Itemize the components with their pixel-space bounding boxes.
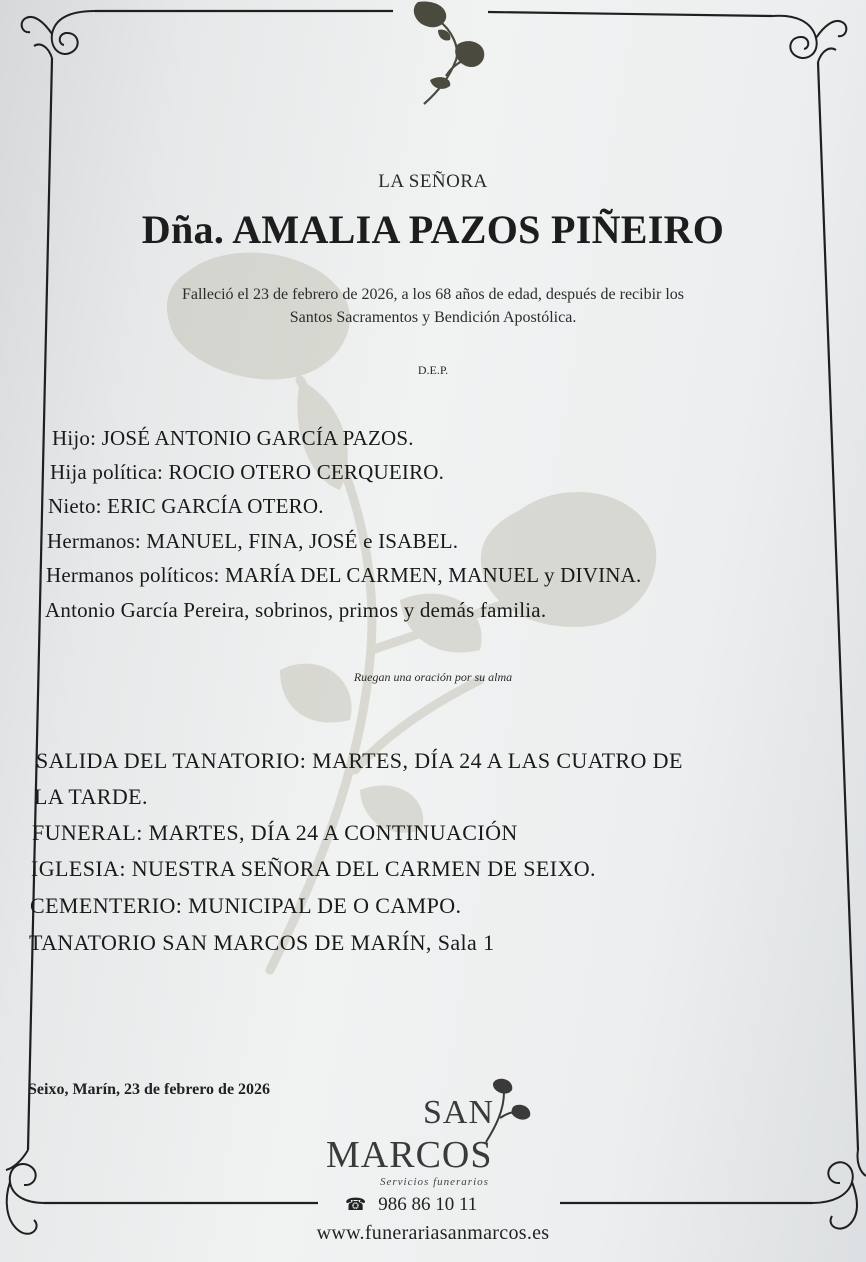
corner-scroll-top-left xyxy=(22,11,95,58)
telephone-icon: ☎ xyxy=(345,1195,367,1214)
service-line-funeral: FUNERAL: MARTES, DÍA 24 A CONTINUACIÓN xyxy=(32,820,518,845)
family-line-grandson: Nieto: ERIC GARCÍA OTERO. xyxy=(48,494,324,518)
death-notice xyxy=(0,283,866,329)
prayer-request: Ruegan una oración por su alma xyxy=(353,670,513,684)
service-line-departure-cont: LA TARDE. xyxy=(34,784,148,809)
phone-contact xyxy=(345,1194,477,1216)
deceased-name: Dña. AMALIA PAZOS PIÑEIRO xyxy=(141,207,725,252)
family-line-son: Hijo: JOSÉ ANTONIO GARCÍA PAZOS. xyxy=(52,426,414,450)
service-line-cemetery: CEMENTERIO: MUNICIPAL DE O CAMPO. xyxy=(30,893,462,918)
place-and-date: Seixo, Marín, 23 de febrero de 2026 xyxy=(28,1081,271,1098)
service-line-funeral-home: TANATORIO SAN MARCOS DE MARÍN, Sala 1 xyxy=(29,930,495,955)
corner-scroll-top-right xyxy=(772,16,846,62)
family-line-daughter-in-law: Hija política: ROCIO OTERO CERQUEIRO. xyxy=(50,460,445,484)
logo-text-marcos: MARCOS xyxy=(326,1134,493,1176)
family-line-others: Antonio García Pereira, sobrinos, primos y demás familia. xyxy=(45,598,547,622)
corner-scroll-bottom-right xyxy=(812,1150,866,1229)
phone-number: 986 86 10 11 xyxy=(378,1194,478,1215)
title-label: LA SEÑORA xyxy=(378,171,488,192)
website-url: www.funerariasanmarcos.es xyxy=(316,1222,550,1244)
rip-abbreviation: D.E.P. xyxy=(417,363,449,377)
service-line-church: IGLESIA: NUESTRA SEÑORA DEL CARMEN DE SEIXO. xyxy=(31,856,596,881)
logo-text-san: SAN xyxy=(423,1094,495,1131)
service-line-departure: SALIDA DEL TANATORIO: MARTES, DÍA 24 A LAS CUATRO DE xyxy=(36,748,683,773)
death-notice-line-2: Santos Sacramentos y Bendición Apostólica. xyxy=(289,309,577,326)
funeral-home-logo xyxy=(318,1076,548,1196)
family-line-siblings-in-law: Hermanos políticos: MARÍA DEL CARMEN, MANUEL y DIVINA. xyxy=(46,563,642,587)
death-notice-line-1: Falleció el 23 de febrero de 2026, a los 68 años de edad, después de recibir los xyxy=(181,286,685,303)
family-line-siblings: Hermanos: MANUEL, FINA, JOSÉ e ISABEL. xyxy=(47,529,459,553)
logo-tagline: Servicios funerarios xyxy=(380,1176,489,1188)
